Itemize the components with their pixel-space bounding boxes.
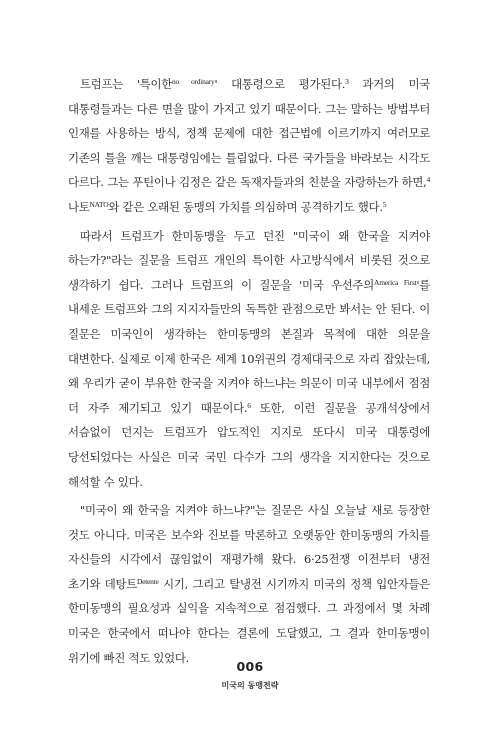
superscript-note: NATO xyxy=(89,199,109,209)
text-run: 시기, 그리고 탈냉전 시기까지 미국의 정책 입안자들은 한미동맹의 필요성과 실익을 지속적으로 점검했다. 그 과정에서 몇 차례 미국은 한국에서 떠나야 한다는 결론에 도달했고, 그 결과 한미동맹이 위기에 빠진 적도 있었다. xyxy=(68,576,430,665)
text-run: ' 대통령으로 평가된다. xyxy=(214,77,346,91)
text-run: 트럼프는 '특이한 xyxy=(80,77,172,91)
running-title: 미국의 동맹전략 xyxy=(221,681,279,690)
paragraph xyxy=(68,498,430,670)
superscript-note: 3 xyxy=(345,76,349,86)
text-run: 과거의 미국 대통령들과는 다른 면을 많이 가지고 있기 때문이다. 그는 말하는 방법부터 인재를 사용하는 방식, 정책 문제에 대한 접근법에 이르기까지 여러모로 기존의 틀을 깨는 대통령임에는 틀림없다. 다른 국가들을 바라보는 시각도 다르다. 그는 푸틴이나 김정은 같은 독재자들과의 친분을 자랑하는가 하면, xyxy=(68,77,430,190)
text-run: 나토 xyxy=(68,199,90,214)
paragraph xyxy=(68,224,430,495)
text-run: 또한, 이런 질문을 공개석상에서 서슴없이 던지는 트럼프가 압도적인 지지로 또다시 미국 대통령에 당선되었다는 사실은 미국 국민 다수가 그의 생각을 지지한다는 것으로 해석할 수 있다. xyxy=(68,400,430,489)
body-text xyxy=(68,72,430,674)
paragraph xyxy=(68,72,430,220)
text-run: 와 같은 오래된 동맹의 가치를 의심하며 공격하기도 했다. xyxy=(108,199,383,214)
superscript-note: Detente xyxy=(137,576,159,586)
page-number: 006 xyxy=(236,659,264,674)
text-run: '를 내세운 트럼프와 그의 지지자들만의 독특한 관점으로만 봐서는 안 된다. 이 질문은 미국인이 생각하는 한미동맹의 본질과 목적에 대한 의문을 대변한다. 실제로 이제 한국은 세계 10위권의 경제대국으로 자리 잡았는데, 왜 우리가 굳이 부유한 한국을 지켜야 하느냐는 의문이 미국 내부에서 점점 더 자주 제기되고 있기 때문이다. xyxy=(68,277,430,415)
superscript-note: 4 xyxy=(426,175,430,185)
text-run: 따라서 트럼프가 한미동맹을 두고 던진 "미국이 왜 한국을 지켜야 하는가?"라는 질문을 트럼프 개인의 특이한 사고방식에서 비롯된 것으로 생각하기 쉽다. 그러나 트럼프의 이 질문을 '미국 우선주의 xyxy=(68,228,430,292)
superscript-note: 6 xyxy=(247,400,251,410)
superscript-note: no ordinary xyxy=(171,76,215,86)
superscript-note: America First xyxy=(374,277,417,287)
superscript-note: 5 xyxy=(382,199,387,209)
text-run: "미국이 왜 한국을 지켜야 하느냐?"는 질문은 사실 오늘날 새로 등장한 것도 아니다. 미국은 보수와 진보를 막론하고 오랫동안 한미동맹의 가치를 자신들의 시각에서 끊임없이 재평가해 왔다. 6·25전쟁 이전부터 냉전 초기와 데탕트 xyxy=(68,503,430,591)
